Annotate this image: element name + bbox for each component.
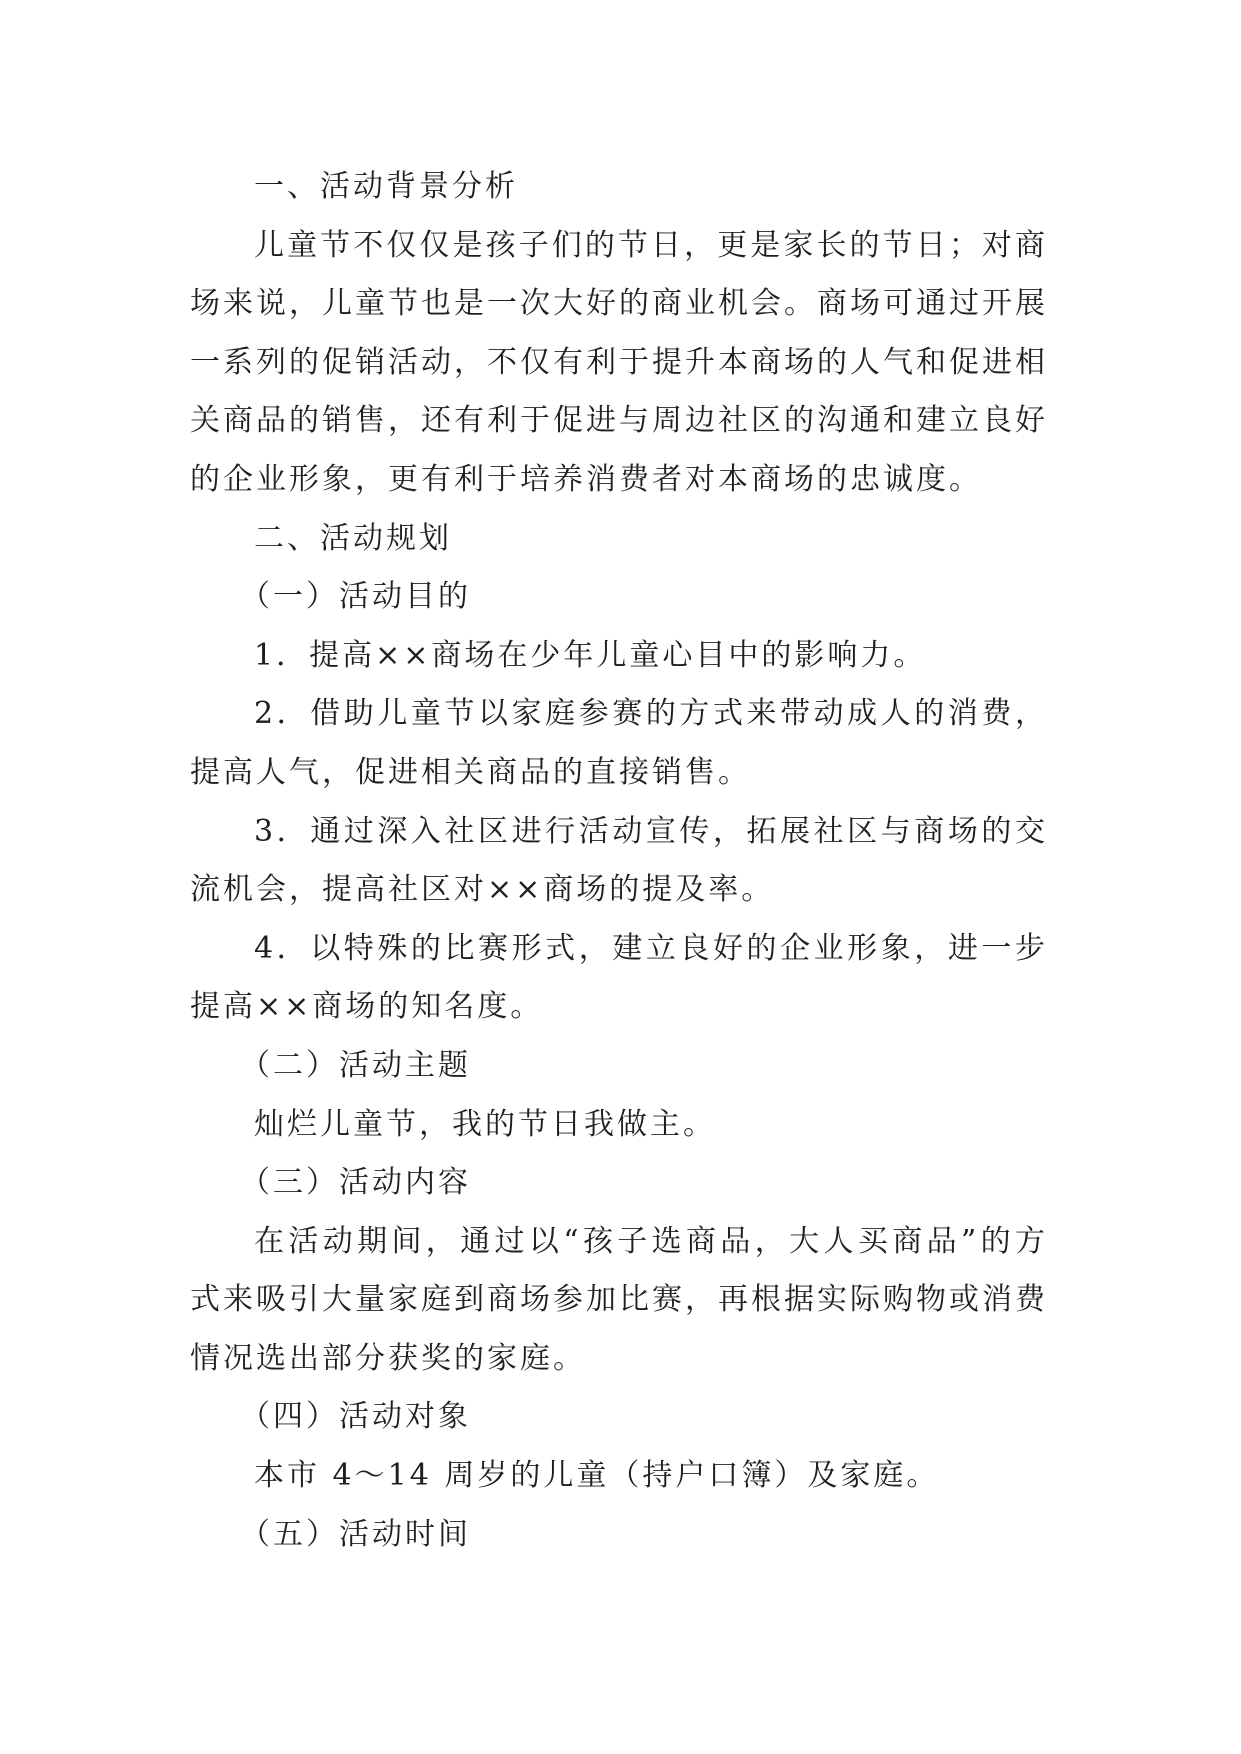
paragraph-content: 在活动期间，通过以“孩子选商品，大人买商品”的方式来吸引大量家庭到商场参加比赛，再根据实际购物或消费情况选出部分获奖的家庭。 bbox=[190, 1223, 1048, 1376]
section-heading-planning: 二、活动规划 bbox=[254, 520, 452, 556]
paragraph-theme: 灿烂儿童节，我的节日我做主。 bbox=[254, 1106, 716, 1142]
paragraph-background: 儿童节不仅仅是孩子们的节日，更是家长的节日；对商场来说，儿童节也是一次大好的商业机会。商场可通过开展一系列的促销活动，不仅有利于提升本商场的人气和促进相关商品的销售，还有利于促进与周边社区的沟通和建立良好的企业形象，更有利于培养消费者对本商场的忠诚度。 bbox=[190, 227, 1048, 497]
subheading-content: （三）活动内容 bbox=[240, 1165, 471, 1201]
list-item-goal-1: 1．提高××商场在少年儿童心目中的影响力。 bbox=[254, 637, 927, 673]
subheading-audience: （四）活动对象 bbox=[240, 1399, 471, 1435]
section-heading-background: 一、活动背景分析 bbox=[254, 169, 518, 204]
list-item-goal-2: 2．借助儿童节以家庭参赛的方式来带动成人的消费，提高人气，促进相关商品的直接销售。 bbox=[190, 696, 1048, 790]
subheading-time: （五）活动时间 bbox=[240, 1516, 471, 1552]
subheading-theme: （二）活动主题 bbox=[240, 1047, 471, 1083]
document-body bbox=[190, 158, 1048, 1564]
subheading-purpose: （一）活动目的 bbox=[240, 579, 471, 615]
list-item-goal-3: 3．通过深入社区进行活动宣传，拓展社区与商场的交流机会，提高社区对××商场的提及率。 bbox=[190, 813, 1048, 908]
paragraph-audience: 本市 4～14 周岁的儿童（持户口簿）及家庭。 bbox=[254, 1458, 940, 1494]
list-item-goal-4: 4．以特殊的比赛形式，建立良好的企业形象，进一步提高××商场的知名度。 bbox=[190, 930, 1048, 1025]
